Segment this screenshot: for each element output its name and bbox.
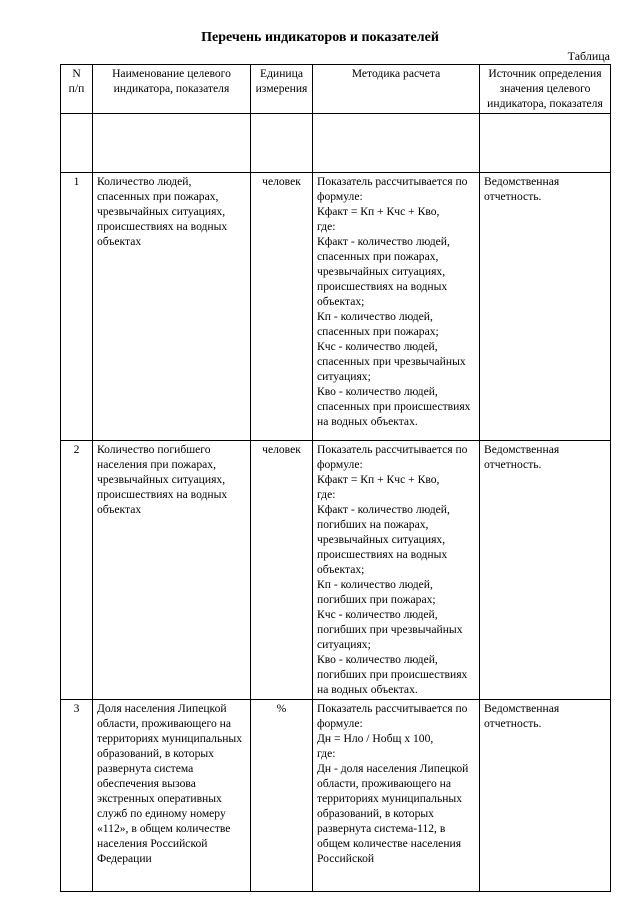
- spacer-cell: [480, 114, 611, 173]
- row-number: 2: [61, 441, 93, 700]
- table-spacer-row: [61, 114, 611, 173]
- header-indicator-name: Наименование целевого индикатора, показателя: [93, 65, 251, 114]
- table-row: [61, 441, 611, 700]
- row-number: 1: [61, 173, 93, 441]
- header-source: Источник определения значения целевого индикатора, показателя: [480, 65, 611, 114]
- row-indicator-name: Количество людей, спасенных при пожарах, чрезвычайных ситуациях, происшествиях на водных объектах: [93, 173, 251, 441]
- row-source: Ведомственная отчетность.: [480, 700, 611, 892]
- row-unit: %: [251, 700, 313, 892]
- row-indicator-name: Количество погибшего населения при пожарах, чрезвычайных ситуациях, происшествиях на водных объектах: [93, 441, 251, 700]
- row-method: Показатель рассчитывается по формуле: Кфакт = Кп + Кчс + Кво, где: Кфакт - количество людей, спасенных при пожарах, чрезвычайных ситуациях, происшествиях на водных объектах; Кп - количество людей, спасенных при пожарах; Кчс - количество людей, спасенных при чрезвычайных ситуациях; Кво - количество людей, спасенных при происшествиях на водных объектах.: [313, 173, 480, 441]
- spacer-cell: [61, 114, 93, 173]
- spacer-cell: [251, 114, 313, 173]
- header-unit: Единица измерения: [251, 65, 313, 114]
- row-unit: человек: [251, 173, 313, 441]
- row-number: 3: [61, 700, 93, 892]
- table-caption: Таблица: [567, 49, 610, 63]
- spacer-cell: [93, 114, 251, 173]
- table-row: [61, 700, 611, 892]
- table-row: [61, 173, 611, 441]
- row-unit: человек: [251, 441, 313, 700]
- row-indicator-name: Доля населения Липецкой области, проживающего на территориях муниципальных образований, в которых развернута система обеспечения вызова экстренных оперативных служб по единому номеру «112», в общем количестве населения Российской Федерации: [93, 700, 251, 892]
- row-method: Показатель рассчитывается по формуле: Кфакт = Кп + Кчс + Кво, где: Кфакт - количество людей, погибших на пожарах, чрезвычайных ситуациях, происшествиях на водных объектах; Кп - количество людей, погибших при пожарах; Кчс - количество людей, погибших при чрезвычайных ситуациях; Кво - количество людей, погибших при происшествиях на водных объектах.: [313, 441, 480, 700]
- header-number: N п/п: [61, 65, 93, 114]
- row-source: Ведомственная отчетность.: [480, 441, 611, 700]
- table-header-row: [61, 65, 611, 114]
- spacer-cell: [313, 114, 480, 173]
- indicators-table: [60, 64, 611, 892]
- header-method: Методика расчета: [313, 65, 480, 114]
- row-source: Ведомственная отчетность.: [480, 173, 611, 441]
- document-title: Перечень индикаторов и показателей: [201, 30, 439, 45]
- row-method: Показатель рассчитывается по формуле: Дн = Нло / Нобщ x 100, где: Дн - доля населения Липецкой области, проживающего на территориях муниципальных образований, в которых развернута система-112, в общем количестве населения Российской: [313, 700, 480, 892]
